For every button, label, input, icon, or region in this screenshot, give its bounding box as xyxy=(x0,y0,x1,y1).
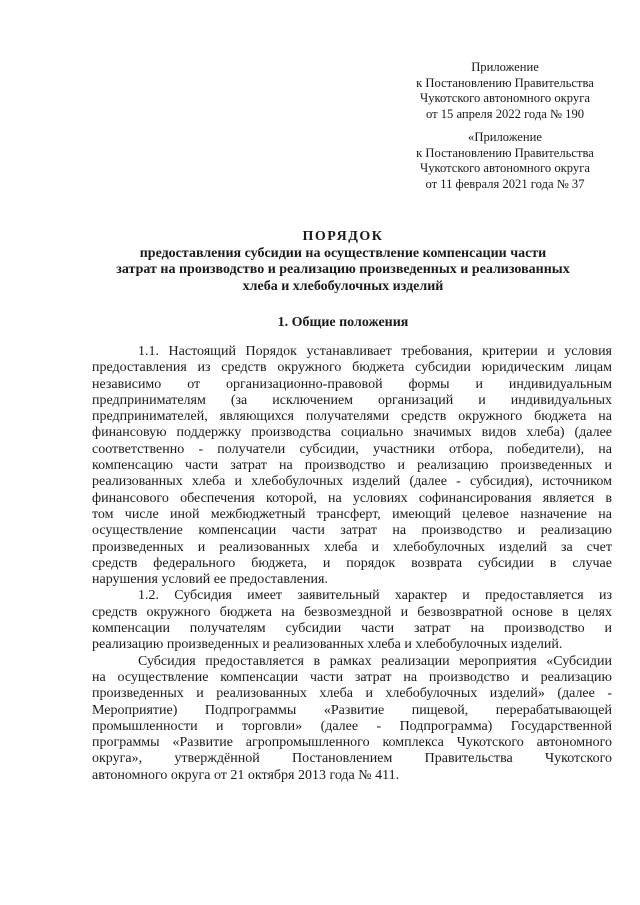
paragraph-line: реализованных хлеба и хлебобулочных изделий (далее - субсидия), источником xyxy=(92,474,612,490)
paragraph-line: 1.2. Субсидия имеет заявительный характер и предоставляется из xyxy=(138,588,612,604)
subtitle-line: затрат на производство и реализацию произведенных и реализованных xyxy=(116,262,570,278)
appendix-header-previous xyxy=(390,130,620,192)
paragraph-line: финансовую поддержку производства социально значимых видов хлеба) (далее xyxy=(92,425,612,441)
paragraph-line: на осуществление компенсации части затрат на производство и реализацию xyxy=(92,669,612,685)
paragraph-line: компенсацию части затрат на производство и реализацию произведенных и xyxy=(92,458,612,474)
paragraph-line: реализацию произведенных и реализованных хлеба и хлебобулочных изделий. xyxy=(92,637,563,653)
document-subtitle xyxy=(60,246,626,295)
paragraph-line: промышленности и торговли» (далее - Подпрограмма) Государственной xyxy=(92,718,612,734)
paragraph-line: том числе иной межбюджетный трансферт, имеющий целевое назначение на xyxy=(92,506,612,522)
appendix-line: от 11 февраля 2021 года № 37 xyxy=(425,176,585,191)
appendix-line: Чукотского автономного округа xyxy=(420,161,590,176)
document-title: ПОРЯДОК xyxy=(302,229,384,244)
subtitle-line: предоставления субсидии на осуществление компенсации части xyxy=(139,246,547,261)
section-heading: 1. Общие положения xyxy=(277,315,409,330)
appendix-header-current xyxy=(390,60,620,122)
body-paragraph xyxy=(92,654,612,784)
paragraph-line: предоставления из средств окружного бюджета субсидии юридическим лицам xyxy=(92,360,612,376)
body-paragraph xyxy=(92,344,612,588)
appendix-line: от 15 апреля 2022 года № 190 xyxy=(425,106,585,121)
paragraph-line: предпринимателям (за исключением организаций и индивидуальных xyxy=(92,392,612,408)
body-paragraph xyxy=(92,588,612,653)
paragraph-line: Мероприятие) Подпрограммы «Развитие пищевой, перерабатывающей xyxy=(92,702,612,718)
paragraph-line: соответственно - получатели субсидии, участники отбора, победители), на xyxy=(92,441,612,457)
paragraph-line: Субсидия предоставляется в рамках реализации мероприятия «Субсидии xyxy=(138,653,612,669)
paragraph-line: произведенных и реализованных хлеба и хлебобулочных изделий» (далее - xyxy=(92,686,612,702)
paragraph-line: независимо от организационно-правовой формы и индивидуальным xyxy=(92,376,612,392)
paragraph-line: 1.1. Настоящий Порядок устанавливает требования, критерии и условия xyxy=(138,344,612,359)
appendix-line: Приложение xyxy=(471,60,539,74)
document-body xyxy=(92,344,612,784)
paragraph-line: программы «Развитие агропромышленного комплекса Чукотского автономного xyxy=(92,735,612,751)
paragraph-line: компенсации получателям субсидии части затрат на производство и xyxy=(92,621,612,637)
subtitle-line: хлеба и хлебобулочных изделий xyxy=(242,278,444,294)
appendix-line: Чукотского автономного округа xyxy=(420,91,590,106)
paragraph-line: средств федерального бюджета, и порядок возврата субсидии в случае xyxy=(92,555,612,571)
paragraph-line: округа», утверждённой Постановлением Правительства Чукотского xyxy=(92,751,612,767)
paragraph-line: осуществление компенсации части затрат на производство и реализацию xyxy=(92,523,612,539)
appendix-line: к Постановлению Правительства xyxy=(416,145,594,160)
appendix-line: к Постановлению Правительства xyxy=(416,75,594,90)
paragraph-line: предпринимателей, являющихся получателями средств окружного бюджета на xyxy=(92,409,612,425)
appendix-line: «Приложение xyxy=(468,130,542,144)
paragraph-line: финансового обеспечения которой, на условиях софинансирования является в xyxy=(92,490,612,506)
paragraph-line: произведенных и реализованных хлеба и хлебобулочных изделий за счет xyxy=(92,539,612,555)
paragraph-line: средств окружного бюджета на безвозмездной и безвозвратной основе в целях xyxy=(92,604,612,620)
paragraph-line: автономного округа от 21 октября 2013 года № 411. xyxy=(92,767,400,783)
paragraph-line: нарушения условий ее предоставления. xyxy=(92,572,328,588)
